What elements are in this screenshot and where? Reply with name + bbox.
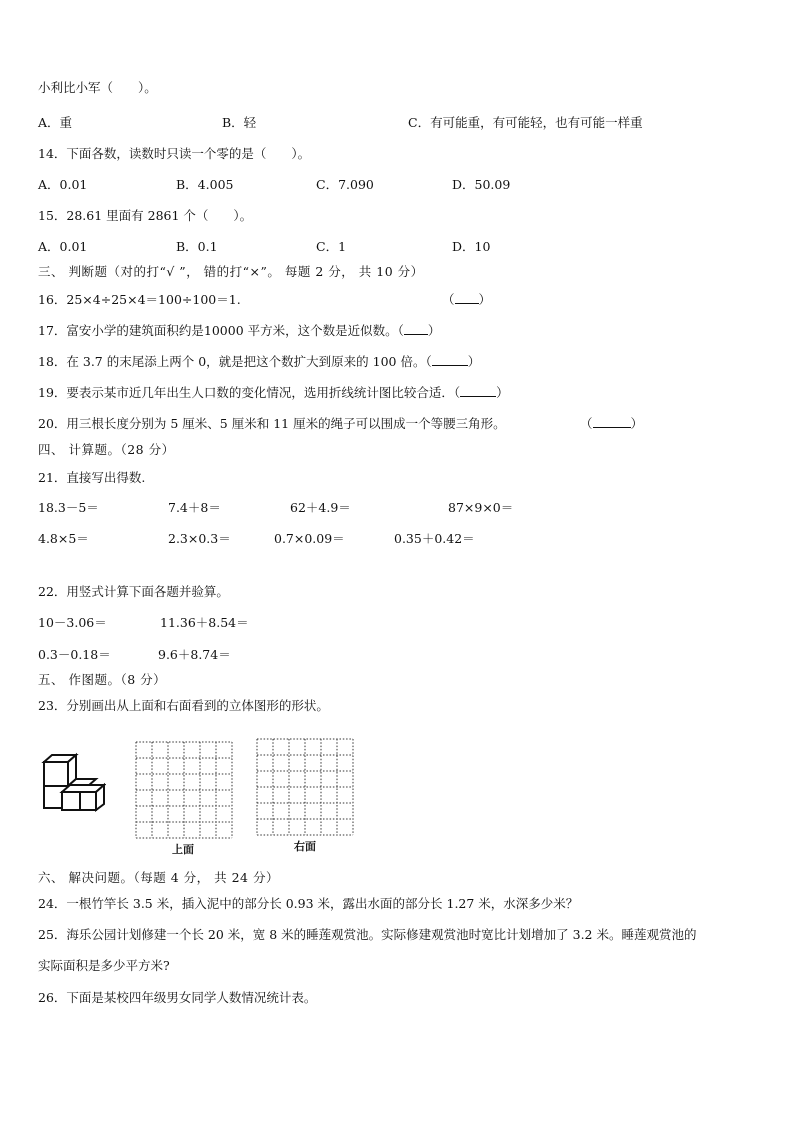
q25-text-line1: 25．海乐公园计划修建一个长 20 米，宽 8 米的睡莲观赏池。实际修建观赏池时宽比计划增加了 3.2 米。睡莲观赏池的 [38, 927, 697, 942]
close-paren: ） [630, 416, 644, 431]
q23-text: 23．分别画出从上面和右面看到的立体图形的形状。 [38, 698, 329, 713]
q16-text: 16．25×4÷25×4＝100÷100＝1. [38, 292, 241, 307]
top-view-label: 上面 [172, 843, 194, 856]
q13-option-c: C．有可能重，有可能轻，也有可能一样重 [408, 115, 643, 130]
q15-text: 15．28.61 里面有 2861 个（ ）。 [38, 208, 253, 223]
q18-statement: 18．在 3.7 的末尾添上两个 0，就是把这个数扩大到原来的 100 倍。（ [38, 354, 432, 369]
q21-item-8: 0.35＋0.42＝ [394, 531, 475, 546]
q20-text: 20．用三根长度分别为 5 厘米、5 厘米和 11 厘米的绳子可以围成一个等腰三角形。 [38, 416, 506, 431]
q19-answer-blank[interactable] [460, 385, 496, 397]
q20-answer-blank[interactable] [580, 416, 643, 432]
section-6-heading: 六、 解决问题。（每题 4 分， 共 24 分） [38, 870, 279, 885]
q15-option-b: B．0.1 [176, 239, 218, 254]
q19-text [38, 385, 509, 401]
q22-text: 22．用竖式计算下面各题并验算。 [38, 584, 229, 599]
q16-answer-blank[interactable] [442, 292, 491, 308]
section-4-heading: 四、 计算题。（28 分） [38, 442, 175, 457]
q15-option-a: A．0.01 [38, 239, 88, 254]
q25-text-line2: 实际面积是多少平方米? [38, 958, 170, 973]
q13-option-b: B．轻 [222, 115, 257, 130]
q14-option-d: D．50.09 [452, 177, 511, 192]
q15-option-c: C．1 [316, 239, 347, 254]
open-paren: （ [580, 416, 593, 431]
q18-answer-blank[interactable] [432, 354, 468, 366]
q22-item-1: 10－3.06＝ [38, 615, 107, 630]
section-5-heading: 五、 作图题。（8 分） [38, 672, 167, 687]
q13-option-a: A．重 [38, 115, 73, 130]
q21-item-2: 7.4＋8＝ [168, 500, 221, 515]
open-paren: （ [442, 292, 455, 307]
q21-text: 21．直接写出得数. [38, 470, 146, 485]
q21-item-5: 4.8×5＝ [38, 531, 89, 546]
q13-tail: 小利比小军（ ）。 [38, 80, 157, 95]
q17-text [38, 323, 440, 339]
close-paren: ） [478, 292, 492, 307]
close-paren: ） [427, 323, 441, 338]
q22-item-4: 9.6＋8.74＝ [158, 647, 231, 662]
q21-item-3: 62＋4.9＝ [290, 500, 351, 515]
close-paren: ） [467, 354, 481, 369]
q19-statement: 19．要表示某市近几年出生人口数的变化情况，选用折线统计图比较合适．（ [38, 385, 461, 400]
q26-text: 26．下面是某校四年级男女同学人数情况统计表。 [38, 990, 317, 1005]
q14-option-a: A．0.01 [38, 177, 88, 192]
q17-answer-blank[interactable] [404, 323, 428, 335]
cube-stack-figure [40, 752, 106, 812]
q24-text: 24．一根竹竿长 3.5 米，插入泥中的部分长 0.93 米，露出水面的部分长 1.27 米，水深多少米？ [38, 896, 579, 911]
q14-option-b: B．4.005 [176, 177, 234, 192]
q14-option-c: C．7.090 [316, 177, 374, 192]
q17-statement: 17．富安小学的建筑面积约是10000 平方米，这个数是近似数。（ [38, 323, 404, 338]
q18-text [38, 354, 480, 370]
q22-item-2: 11.36＋8.54＝ [160, 615, 249, 630]
right-view-label: 右面 [294, 840, 316, 853]
q21-item-7: 0.7×0.09＝ [274, 531, 345, 546]
close-paren: ） [496, 385, 509, 400]
top-view-grid[interactable] [134, 740, 234, 840]
q21-item-4: 87×9×0＝ [448, 500, 514, 515]
q22-item-3: 0.3－0.18＝ [38, 647, 111, 662]
section-3-heading: 三、 判断题（对的打“√ ”， 错的打“×”。 每题 2 分， 共 10 分） [38, 264, 424, 279]
q21-item-1: 18.3－5＝ [38, 500, 99, 515]
q21-item-6: 2.3×0.3＝ [168, 531, 231, 546]
q15-option-d: D．10 [452, 239, 491, 254]
q14-text: 14．下面各数，读数时只读一个零的是（ ）。 [38, 146, 311, 161]
right-view-grid[interactable] [255, 737, 355, 837]
